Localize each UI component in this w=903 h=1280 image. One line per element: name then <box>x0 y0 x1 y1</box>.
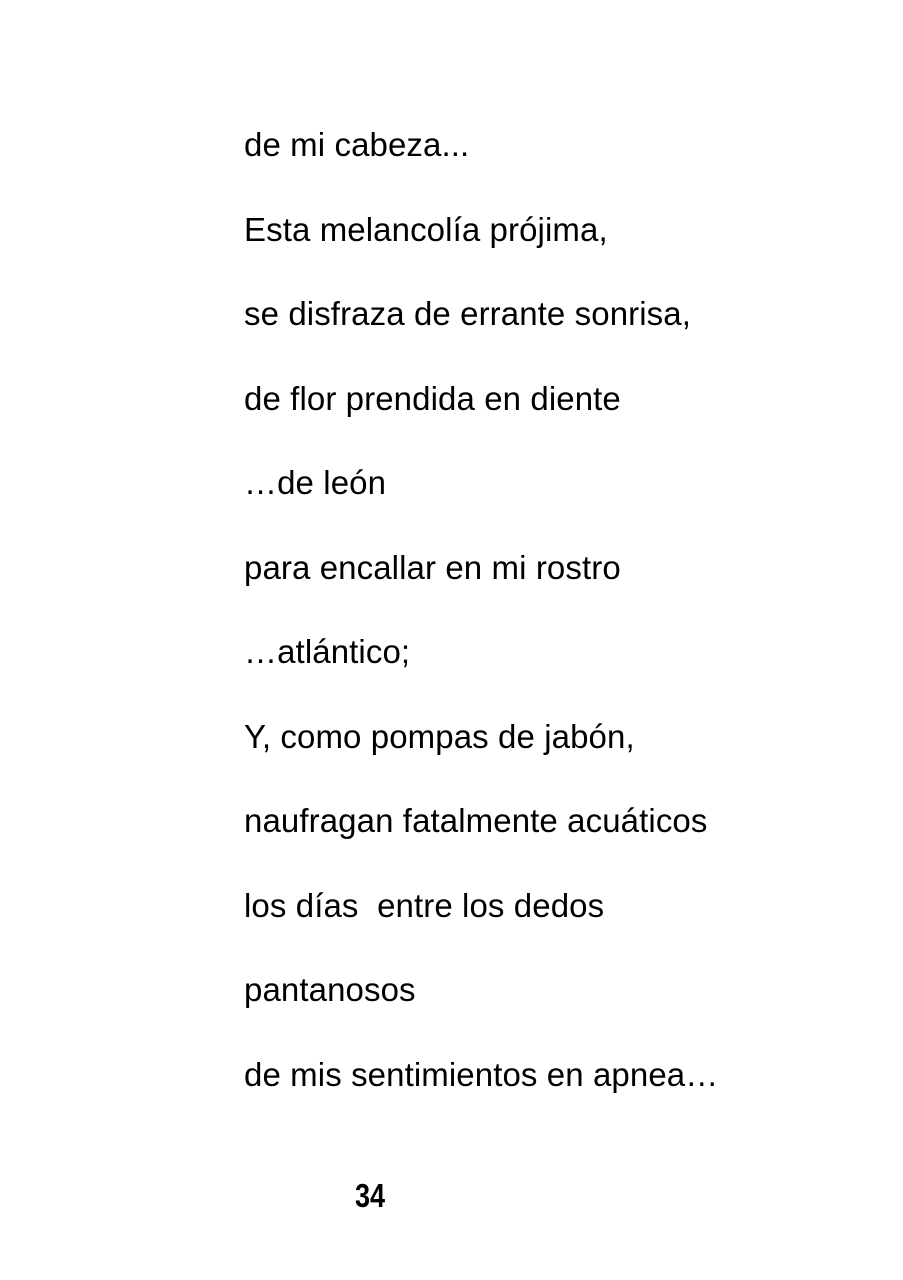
poem-line: de mi cabeza... <box>244 126 470 163</box>
poem-line: …de león <box>244 464 387 501</box>
poem-line: Esta melancolía prójima, <box>244 210 608 248</box>
page-number: 34 <box>355 1177 386 1214</box>
poem-line: …atlántico; <box>244 633 411 670</box>
poem-line: de mis sentimientos en apnea… <box>244 1055 719 1093</box>
poem-line: de flor prendida en diente <box>244 379 621 417</box>
poem-line: se disfraza de errante sonrisa, <box>244 295 691 332</box>
poem-line: Y, como pompas de jabón, <box>244 717 635 755</box>
poem-line: pantanosos <box>244 971 416 1008</box>
poem-line: para encallar en mi rostro <box>244 548 621 586</box>
poem-text <box>244 124 864 1138</box>
poem-line: los días entre los dedos <box>244 886 605 924</box>
poem-line: naufragan fatalmente acuáticos <box>244 802 708 839</box>
